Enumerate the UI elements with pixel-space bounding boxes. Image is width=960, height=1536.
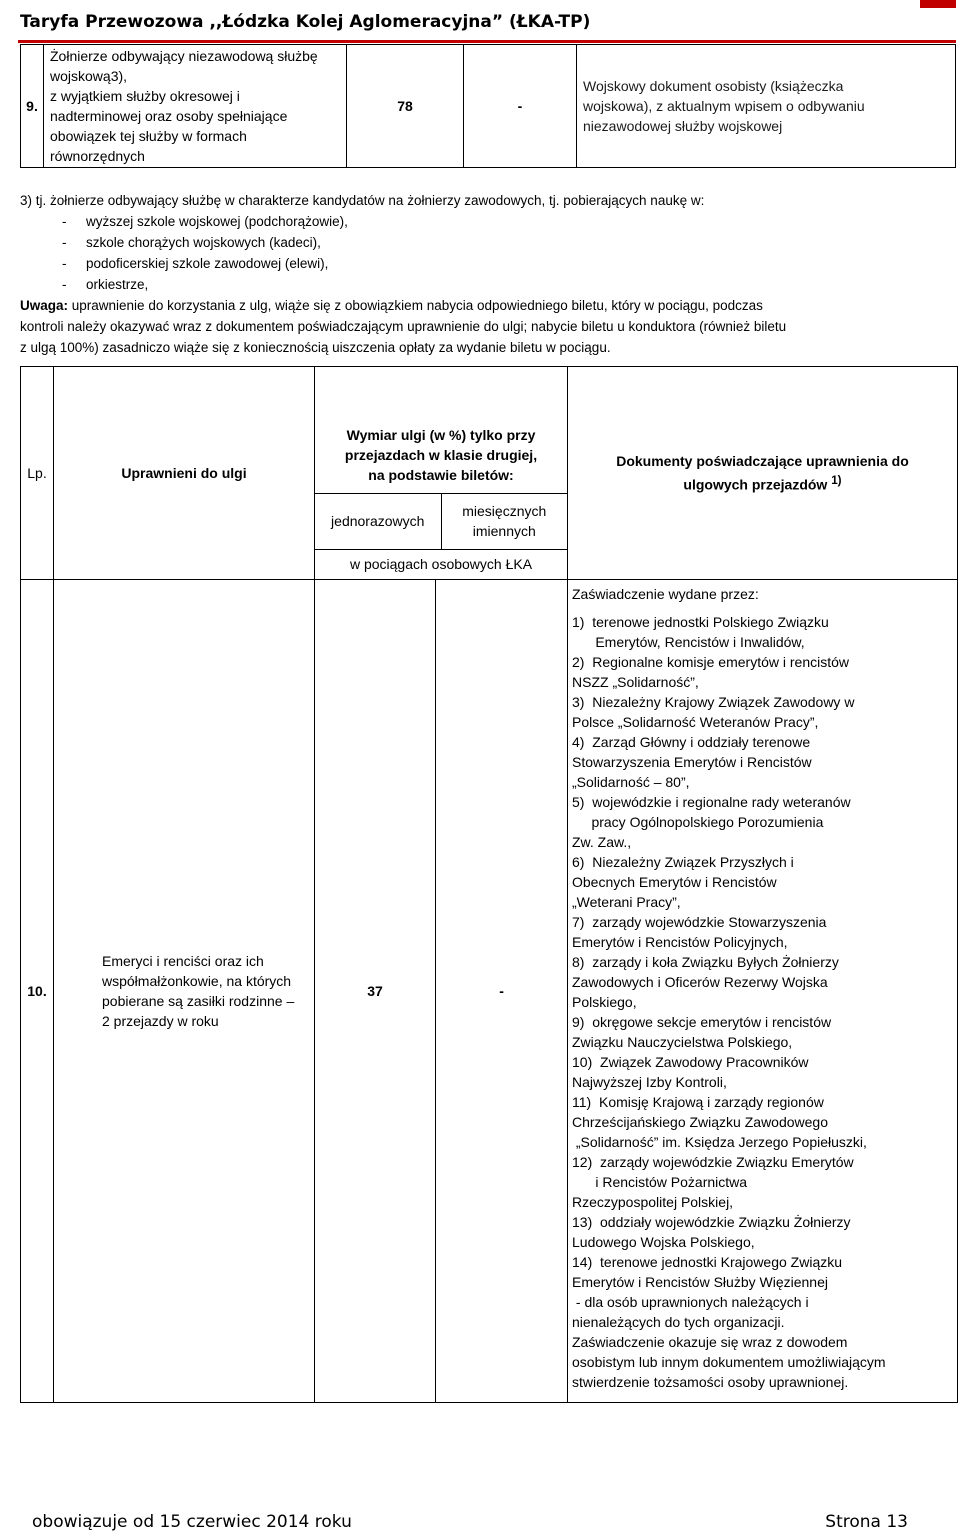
page-number: Strona 13 bbox=[825, 1512, 908, 1532]
row-10-document-line: 3) Niezależny Krajowy Związek Zawodowy w bbox=[572, 694, 855, 710]
header-divider bbox=[18, 40, 956, 43]
row-9-lp: 9. bbox=[21, 45, 44, 168]
row-9-document-line: Wojskowy dokument osobisty (książeczka bbox=[583, 78, 844, 94]
row-10-document-line: 5) wojewódzkie i regionalne rady weteranów bbox=[572, 794, 851, 810]
row-10-document-line: 12) zarządy wojewódzkie Związku Emerytów bbox=[572, 1154, 854, 1170]
footnote-item-text: podoficerskiej szkole zawodowej (elewi), bbox=[86, 256, 329, 271]
row-9-entitled bbox=[44, 45, 347, 168]
row-10-document-line: Polskiego, bbox=[572, 994, 637, 1010]
warning-label: Uwaga: bbox=[20, 298, 69, 313]
row-10-document-line: i Rencistów Pożarnictwa bbox=[572, 1174, 748, 1190]
valid-from: obowiązuje od 15 czerwiec 2014 roku bbox=[32, 1512, 352, 1532]
row-10-document-line: Zawodowych i Oficerów Rezerwy Wojska bbox=[572, 974, 828, 990]
warning-note bbox=[20, 295, 940, 316]
footnote-ref: 1) bbox=[831, 474, 842, 488]
footnote-block bbox=[20, 190, 940, 358]
row-10-document-line: Zw. Zaw., bbox=[572, 834, 632, 850]
row-10-monthly: - bbox=[436, 580, 568, 1403]
row-10-document-line: osobistym lub innym dokumentem umożliwiającym bbox=[572, 1354, 886, 1370]
header-accent bbox=[920, 0, 956, 8]
header-lp: Lp. bbox=[21, 367, 54, 580]
row-10-entitled-line: pobierane są zasiłki rodzinne – bbox=[102, 993, 295, 1009]
row-10-document-line: Ludowego Wojska Polskiego, bbox=[572, 1234, 755, 1250]
row-10-document-line: nienależących do tych organizacji. bbox=[572, 1314, 785, 1330]
row-9-document-line: wojskowa), z aktualnym wpisem o odbywaniu bbox=[583, 98, 865, 114]
header-documents bbox=[568, 367, 958, 580]
header-discount bbox=[315, 367, 568, 494]
row-10-document-line: stwierdzenie tożsamości osoby uprawnionej. bbox=[572, 1374, 849, 1390]
row-10-document-line: Związku Nauczycielstwa Polskiego, bbox=[572, 1034, 793, 1050]
row-10-document-line: 6) Niezależny Związek Przyszłych i bbox=[572, 854, 794, 870]
row-10-document-line: 1) terenowe jednostki Polskiego Związku bbox=[572, 614, 829, 630]
warning-line: uprawnienie do korzystania z ulg, wiąże się z obowiązkiem nabycia odpowiedniego biletu, który w pociągu, podczas bbox=[68, 298, 763, 313]
row-10-document-line: pracy Ogólnopolskiego Porozumienia bbox=[572, 814, 824, 830]
row-10-document-line: Najwyższej Izby Kontroli, bbox=[572, 1074, 727, 1090]
header-discount-line: przejazdach w klasie drugiej, bbox=[344, 447, 538, 463]
footnote-item-text: wyższej szkole wojskowej (podchorążowie), bbox=[86, 214, 348, 229]
row-10-single: 37 bbox=[315, 580, 436, 1403]
footnote-dash: - bbox=[62, 277, 67, 292]
header-trains: w pociągach osobowych ŁKA bbox=[315, 549, 567, 579]
row-9-table bbox=[20, 44, 956, 168]
row-10-document-line: 14) terenowe jednostki Krajowego Związku bbox=[572, 1254, 843, 1270]
header-entitled: Uprawnieni do ulgi bbox=[54, 367, 315, 580]
footnote-item bbox=[20, 232, 940, 253]
row-10-entitled-line: Emeryci i renciści oraz ich bbox=[102, 953, 264, 969]
row-10-document-line: Chrześcijańskiego Związku Zawodowego bbox=[572, 1114, 829, 1130]
footnote-item bbox=[20, 274, 940, 295]
row-10-document-line: Stowarzyszenia Emerytów i Rencistów bbox=[572, 754, 812, 770]
row-10-document-line: „Solidarność – 80”, bbox=[572, 774, 690, 790]
row-10-document-line: 2) Regionalne komisje emerytów i rencistów bbox=[572, 654, 849, 670]
row-9-entitled-line: wojskową3), bbox=[50, 68, 128, 84]
row-10-document-line: 11) Komisję Krajową i zarządy regionów bbox=[572, 1094, 824, 1110]
row-10-document-line: 10) Związek Zawodowy Pracowników bbox=[572, 1054, 809, 1070]
header-subcells bbox=[315, 494, 568, 580]
row-10-documents bbox=[568, 580, 958, 1403]
footnote-dash: - bbox=[62, 256, 67, 271]
row-9-documents bbox=[577, 45, 956, 168]
row-10-document-line: - dla osób uprawnionych należących i bbox=[572, 1294, 809, 1310]
row-10-document-line: NSZZ „Solidarność”, bbox=[572, 674, 699, 690]
header-documents-line: Dokumenty poświadczające uprawnienia do bbox=[616, 453, 909, 470]
row-9-entitled-line: obowiązek tej służby w formach bbox=[50, 128, 247, 144]
warning-line: z ulgą 100%) zasadniczo wiąże się z koniecznością uiszczenia opłaty za wydanie biletu w pociągu. bbox=[20, 340, 611, 355]
header-monthly-line: imiennych bbox=[472, 523, 536, 540]
page-footer bbox=[32, 1512, 908, 1532]
header-monthly bbox=[441, 494, 567, 549]
row-10-document-line: Emerytów i Rencistów Służby Więziennej bbox=[572, 1274, 828, 1290]
row-10-document-line: Obecnych Emerytów i Rencistów bbox=[572, 874, 777, 890]
row-10-document-line: 7) zarządy wojewódzkie Stowarzyszenia bbox=[572, 914, 827, 930]
footnote-item-text: orkiestrze, bbox=[86, 277, 149, 292]
footnote-dash: - bbox=[62, 235, 67, 250]
row-10-lp: 10. bbox=[21, 580, 54, 1403]
footnote-item bbox=[20, 253, 940, 274]
footnote-intro: 3) tj. żołnierze odbywający służbę w charakterze kandydatów na żołnierzy zawodowych, tj. pobierających naukę w: bbox=[20, 193, 705, 208]
header-monthly-line: miesięcznych bbox=[462, 503, 547, 520]
header-discount-line: na podstawie biletów: bbox=[368, 467, 514, 483]
warning-line: kontroli należy okazywać wraz z dokumentem poświadczającym uprawnienie do ulgi; nabycie biletu u konduktora (również biletu bbox=[20, 319, 787, 334]
row-10-document-line: Emerytów i Rencistów Policyjnych, bbox=[572, 934, 788, 950]
row-10-document-line: Zaświadczenie wydane przez: bbox=[572, 586, 759, 602]
row-10-document-line: 9) okręgowe sekcje emerytów i rencistów bbox=[572, 1014, 832, 1030]
header-subtable bbox=[315, 494, 567, 579]
row-10-document-line: Rzeczypospolitej Polskiej, bbox=[572, 1194, 734, 1210]
row-10-document-line: Polsce „Solidarność Weteranów Pracy”, bbox=[572, 714, 819, 730]
header-single: jednorazowych bbox=[315, 494, 441, 549]
discount-table bbox=[20, 366, 958, 1403]
page-title: Taryfa Przewozowa ,,Łódzka Kolej Aglomeracyjna” (ŁKA-TP) bbox=[20, 12, 591, 32]
row-10-document-line: Emerytów, Rencistów i Inwalidów, bbox=[572, 634, 805, 650]
row-10-document-line bbox=[572, 604, 949, 612]
row-10-entitled-line: współmałżonkowie, na których bbox=[102, 973, 292, 989]
row-9-entitled-line: równorzędnych bbox=[50, 148, 145, 164]
row-10-document-line: 8) zarządy i koła Związku Byłych Żołnierzy bbox=[572, 954, 839, 970]
row-10-document-line: 13) oddziały wojewódzkie Związku Żołnierzy bbox=[572, 1214, 851, 1230]
row-9-monthly: - bbox=[464, 45, 577, 168]
row-9-single: 78 bbox=[347, 45, 464, 168]
row-9-entitled-line: Żołnierze odbywający niezawodową służbę bbox=[50, 48, 318, 64]
row-9-entitled-line: nadterminowej oraz osoby spełniające bbox=[50, 108, 288, 124]
footnote-item-text: szkole chorążych wojskowych (kadeci), bbox=[86, 235, 321, 250]
row-10-document-line: „Solidarność” im. Księdza Jerzego Popiełuszki, bbox=[572, 1134, 867, 1150]
footnote-dash: - bbox=[62, 214, 67, 229]
row-10-entitled-line: 2 przejazdy w roku bbox=[102, 1013, 219, 1029]
header-documents-line: ulgowych przejazdów bbox=[683, 476, 828, 493]
row-9-document-line: niezawodowej służby wojskowej bbox=[583, 118, 783, 134]
row-10-entitled bbox=[54, 580, 315, 1403]
row-10-document-line: „Weterani Pracy”, bbox=[572, 894, 681, 910]
header-discount-line: Wymiar ulgi (w %) tylko przy bbox=[346, 427, 536, 443]
row-10-document-line: Zaświadczenie okazuje się wraz z dowodem bbox=[572, 1334, 848, 1350]
footnote-item bbox=[20, 211, 940, 232]
row-9-entitled-line: z wyjątkiem służby okresowej i bbox=[50, 88, 240, 104]
row-10-document-line: 4) Zarząd Główny i oddziały terenowe bbox=[572, 734, 811, 750]
